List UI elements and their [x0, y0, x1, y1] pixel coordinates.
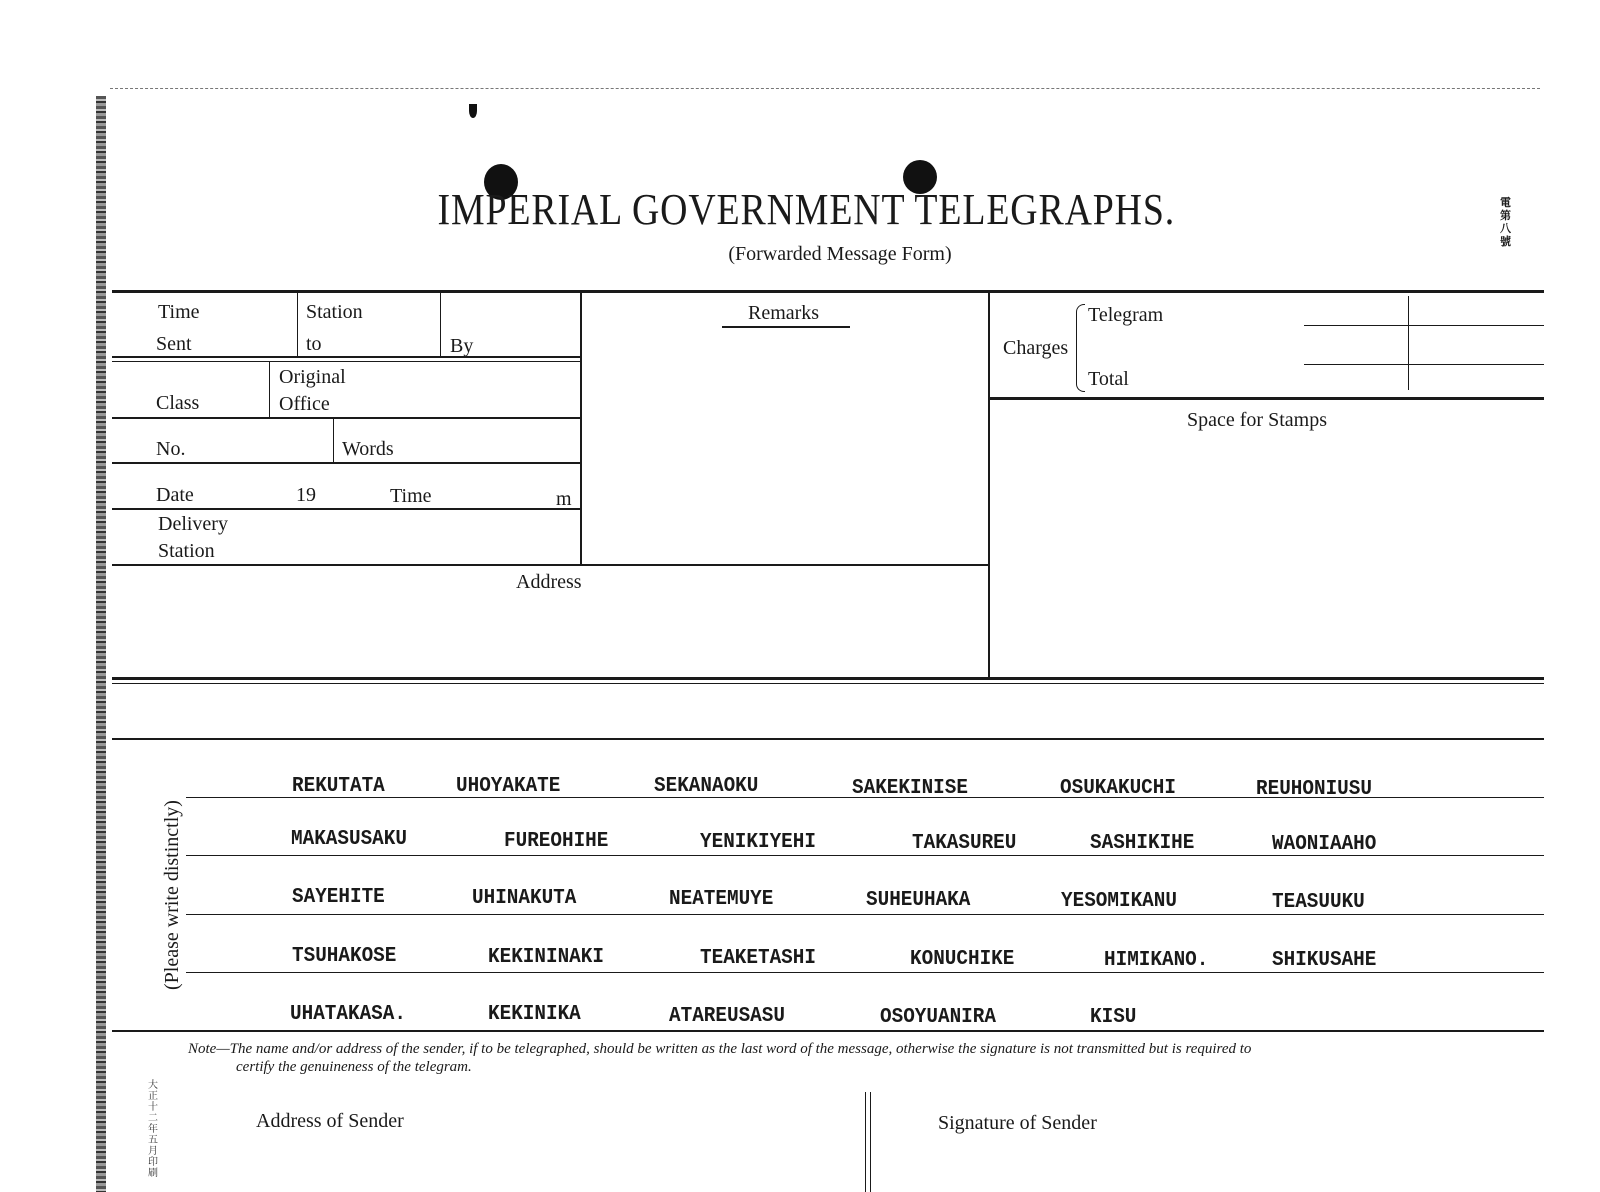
vrule-time-station	[297, 292, 298, 356]
vrule-charges-amount	[1408, 296, 1409, 390]
message-word: SAKEKINISE	[852, 777, 968, 800]
label-no: No.	[156, 438, 186, 460]
message-word: FUREOHIHE	[504, 830, 609, 853]
message-word: NEATEMUYE	[669, 888, 774, 911]
label-time-sent: Time	[158, 301, 200, 323]
top-scan-line	[110, 88, 1540, 89]
label-station-to-2: to	[306, 333, 322, 355]
label-total: Total	[1088, 368, 1129, 390]
rule-address-bottom-double	[112, 683, 1544, 684]
message-word: UHOYAKATE	[456, 775, 561, 798]
label-original-office: Original	[279, 366, 346, 388]
printer-side-stamp: 大正十二年五月印刷	[148, 1080, 158, 1179]
vrule-left-block	[580, 292, 582, 564]
message-word: TSUHAKOSE	[292, 945, 397, 968]
rule-message-top	[112, 738, 1544, 740]
label-charges: Charges	[1003, 337, 1069, 359]
vrule-station-by	[440, 292, 441, 356]
message-word: KONUCHIKE	[910, 948, 1015, 971]
vrule-remarks-charges	[988, 292, 990, 678]
message-word: UHATAKASA.	[290, 1003, 406, 1026]
rule-delivery	[112, 564, 988, 566]
label-remarks: Remarks	[748, 302, 820, 324]
label-time: Time	[390, 485, 432, 507]
rule-address-bottom	[112, 677, 1544, 680]
label-station-to: Station	[306, 301, 363, 323]
message-word: OSUKAKUCHI	[1060, 777, 1176, 800]
message-word: SEKANAOKU	[654, 775, 759, 798]
header-rule	[112, 290, 1544, 293]
message-word: KISU	[1090, 1006, 1137, 1029]
label-date: Date	[156, 484, 194, 506]
charges-brace	[1076, 304, 1085, 392]
message-word: REKUTATA	[292, 775, 385, 798]
charges-total-line	[1304, 364, 1544, 365]
message-word: ATAREUSASU	[669, 1005, 785, 1028]
footer-note-line-2: certify the genuineness of the telegram.	[236, 1059, 472, 1075]
rule-charges	[988, 397, 1544, 400]
message-word: TEASUUKU	[1272, 891, 1365, 914]
form-number-seal: 電第八號	[1500, 196, 1511, 248]
rule-time-sent	[112, 356, 580, 358]
message-line	[186, 972, 1544, 973]
message-word: MAKASUSAKU	[291, 828, 407, 851]
label-address-of-sender: Address of Sender	[256, 1110, 404, 1132]
footer-note: Note—The name and/or address of the sender, if to be telegraphed, should be written as the last word of the message, otherwise the signature is not transmitted but is required to	[188, 1041, 1252, 1057]
message-word: TAKASUREU	[912, 832, 1017, 855]
remarks-underline	[722, 326, 850, 328]
charges-telegram-line	[1304, 325, 1544, 326]
rule-no	[112, 462, 580, 464]
label-m: m	[556, 488, 572, 510]
rule-date	[112, 508, 580, 510]
vrule-no-words	[333, 417, 334, 462]
message-word: REUHONIUSU	[1256, 778, 1372, 801]
message-word: SUHEUHAKA	[866, 889, 971, 912]
message-line	[186, 914, 1544, 915]
label-delivery-station: Delivery	[158, 513, 228, 535]
label-by: By	[450, 335, 474, 357]
label-class: Class	[156, 392, 200, 414]
form-title: IMPERIAL GOVERNMENT TELEGRAPHS.	[437, 185, 1176, 234]
message-word: SAYEHITE	[292, 886, 385, 909]
message-word: YENIKIYEHI	[700, 831, 816, 854]
message-word: HIMIKANO.	[1104, 949, 1209, 972]
label-delivery-station-2: Station	[158, 540, 215, 562]
message-word: SHIKUSAHE	[1272, 949, 1377, 972]
rule-class	[112, 417, 580, 419]
label-address: Address	[516, 571, 582, 593]
form-subtitle: (Forwarded Message Form)	[728, 243, 952, 265]
vrule-sender-split-double	[870, 1092, 871, 1192]
rule-time-sent-double	[112, 361, 580, 362]
message-word: KEKININAKI	[488, 946, 604, 969]
ink-blot	[469, 104, 477, 118]
message-word: SASHIKIHE	[1090, 832, 1195, 855]
label-original-office-2: Office	[279, 393, 330, 415]
message-word: TEAKETASHI	[700, 947, 816, 970]
message-word: YESOMIKANU	[1061, 890, 1177, 913]
message-word: KEKINIKA	[488, 1003, 581, 1026]
instruction-please-write-distinctly: (Please write distinctly)	[161, 800, 183, 990]
vrule-sender-split	[865, 1092, 866, 1192]
label-signature-of-sender: Signature of Sender	[938, 1112, 1097, 1134]
label-time-sent-2: Sent	[156, 333, 192, 355]
message-word: WAONIAAHO	[1272, 833, 1377, 856]
label-year-prefix: 19	[296, 484, 316, 506]
message-word: OSOYUANIRA	[880, 1006, 996, 1029]
label-space-for-stamps: Space for Stamps	[1187, 409, 1327, 431]
message-word: UHINAKUTA	[472, 887, 577, 910]
message-bottom-rule	[112, 1030, 1544, 1032]
vrule-class-office	[269, 362, 270, 417]
label-words: Words	[342, 438, 394, 460]
label-telegram: Telegram	[1088, 304, 1164, 326]
